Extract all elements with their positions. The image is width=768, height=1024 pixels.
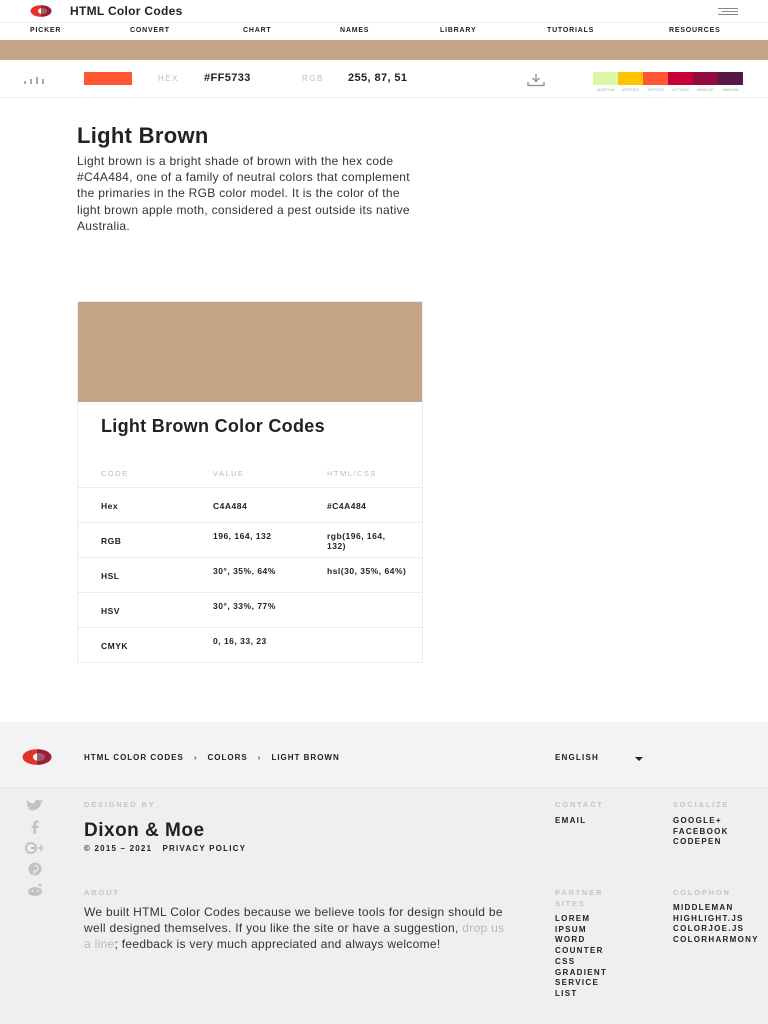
color-codes-card: [77, 301, 423, 663]
google-plus-icon[interactable]: [24, 841, 46, 855]
socialize-links: [673, 816, 729, 848]
partner-link[interactable]: IPSUM: [555, 924, 587, 934]
facebook-icon[interactable]: [24, 820, 46, 834]
pinterest-icon[interactable]: [24, 862, 46, 876]
value-cell[interactable]: C4A484: [213, 501, 248, 511]
twitter-icon[interactable]: [24, 799, 46, 813]
rgb-value[interactable]: 255, 87, 51: [348, 72, 408, 84]
footer-logo-icon[interactable]: [22, 749, 52, 765]
copyright: [84, 844, 246, 853]
code-cell: CMYK: [101, 641, 129, 651]
colophon-link[interactable]: HIGHLIGHT.JS: [673, 913, 744, 923]
contact-link[interactable]: drop us a line: [84, 921, 505, 952]
table-row: [78, 557, 422, 592]
value-cell[interactable]: 30°, 35%, 64%: [213, 566, 276, 576]
main-nav: [0, 22, 768, 39]
designed-by-label: DESIGNED BY: [84, 800, 156, 809]
table-row: [78, 487, 422, 522]
logo-icon[interactable]: [30, 5, 52, 17]
download-icon[interactable]: [526, 73, 546, 87]
menu-icon[interactable]: [718, 8, 738, 16]
color-swatch-large: [78, 302, 422, 402]
partner-link[interactable]: WORD: [555, 935, 586, 945]
codepen-link[interactable]: CODEPEN: [673, 837, 722, 847]
footer-breadcrumb-bar: [0, 722, 768, 788]
breadcrumb-colors[interactable]: COLORS: [207, 753, 248, 762]
value-cell[interactable]: 196, 164, 132: [213, 531, 272, 541]
code-cell: HSL: [101, 571, 120, 581]
current-color-swatch[interactable]: [84, 72, 132, 85]
partner-link[interactable]: SERVICE: [555, 978, 600, 988]
language-selector[interactable]: ENGLISH: [555, 753, 599, 762]
partner-link[interactable]: LOREM: [555, 914, 591, 923]
colophon-links: [673, 903, 768, 946]
palette-chip[interactable]: [643, 72, 668, 85]
reddit-icon[interactable]: [24, 883, 46, 897]
palette-chip[interactable]: [718, 72, 743, 85]
column-header-code: CODE: [101, 469, 129, 478]
nav-tutorials[interactable]: TUTORIALS: [547, 27, 595, 34]
partner-sites-label: [555, 888, 603, 909]
palette-chip[interactable]: [593, 72, 618, 85]
nav-resources[interactable]: RESOURCES: [669, 27, 721, 34]
facebook-link[interactable]: FACEBOOK: [673, 826, 729, 836]
designer-name[interactable]: Dixon & Moe: [84, 820, 205, 841]
code-cell: RGB: [101, 536, 122, 546]
breadcrumb-separator: ›: [193, 753, 198, 762]
hex-label: HEX: [158, 74, 179, 83]
palette-labels: [593, 87, 743, 92]
breadcrumb-home[interactable]: HTML COLOR CODES: [84, 753, 184, 762]
palette-chip-label: #DAF7A6: [596, 87, 615, 92]
google-plus-link[interactable]: GOOGLE+: [673, 816, 722, 825]
about-text: [84, 904, 514, 953]
palette-chip-label: #FF5733: [647, 87, 664, 92]
nav-chart[interactable]: CHART: [243, 27, 272, 34]
column-header-value: VALUE: [213, 469, 245, 478]
chevron-down-icon[interactable]: [635, 757, 643, 761]
column-header-css: HTML/CSS: [327, 469, 377, 478]
value-cell[interactable]: 30°, 33%, 77%: [213, 601, 276, 611]
brand-name[interactable]: HTML Color Codes: [70, 4, 183, 18]
css-cell[interactable]: rgb(196, 164, 132): [327, 531, 386, 551]
table-row: [78, 627, 422, 662]
color-palette: [593, 72, 743, 85]
partner-links: [555, 914, 607, 1000]
colophon-label: COLOPHON: [673, 888, 731, 897]
palette-chip-label: #C70039: [672, 87, 689, 92]
privacy-policy-link[interactable]: PRIVACY POLICY: [162, 844, 247, 853]
value-cell[interactable]: 0, 16, 33, 23: [213, 636, 267, 646]
rgb-label: RGB: [302, 74, 324, 83]
about-text-part: ; feedback is very much appreciated and always welcome!: [114, 937, 441, 952]
palette-chip[interactable]: [693, 72, 718, 85]
colophon-link[interactable]: COLORHARMONY: [673, 935, 759, 945]
palette-chip-label: #FFC300: [622, 87, 639, 92]
partner-link[interactable]: CSS: [555, 956, 576, 966]
css-cell[interactable]: hsl(30, 35%, 64%): [327, 566, 407, 576]
css-cell[interactable]: #C4A484: [327, 501, 367, 511]
palette-chip-label: #581845: [722, 87, 739, 92]
palette-chip-label: #900C3F: [697, 87, 714, 92]
partner-label-line: SITES: [555, 898, 586, 908]
partner-label-line: PARTNER: [555, 888, 604, 897]
colophon-link[interactable]: COLORJOE.JS: [673, 924, 745, 934]
code-cell: HSV: [101, 606, 120, 616]
contact-links: [555, 816, 586, 827]
copyright-text: © 2015 – 2021: [84, 844, 153, 853]
table-row: [78, 522, 422, 557]
partner-link[interactable]: LIST: [555, 988, 578, 998]
colophon-link[interactable]: MIDDLEMAN: [673, 903, 734, 912]
card-title: Light Brown Color Codes: [101, 416, 325, 436]
table-row: [78, 592, 422, 627]
footer: [0, 722, 768, 1024]
page-title: Light Brown: [77, 123, 209, 148]
palette-chip[interactable]: [618, 72, 643, 85]
partner-link[interactable]: GRADIENT: [555, 967, 608, 977]
contact-label: CONTACT: [555, 800, 604, 809]
nav-convert[interactable]: CONVERT: [130, 27, 170, 34]
socialize-label: SOCIALIZE: [673, 800, 730, 809]
palette-chip[interactable]: [668, 72, 693, 85]
breadcrumb: [84, 753, 340, 762]
hex-value[interactable]: #FF5733: [204, 72, 251, 84]
about-text-part: We built HTML Color Codes because we believe tools for design should be well designed themselves. If you like the site or have a suggestion,: [84, 905, 503, 936]
about-label: ABOUT: [84, 888, 120, 897]
color-band: [0, 40, 768, 60]
code-cell: Hex: [101, 501, 119, 511]
email-link[interactable]: EMAIL: [555, 816, 587, 825]
partner-link[interactable]: COUNTER: [555, 946, 604, 956]
top-bar: [0, 0, 768, 22]
color-description: Light brown is a bright shade of brown with the hex code #C4A484, one of a family of neutral colors that complement the primaries in the RGB color model. It is the color of the light brown apple moth, considered a pest outside its native Australia.: [77, 154, 410, 233]
nav-picker[interactable]: PICKER: [30, 27, 62, 34]
breadcrumb-current: LIGHT BROWN: [271, 753, 340, 762]
bars-icon[interactable]: [24, 76, 46, 84]
breadcrumb-separator: ›: [257, 753, 262, 762]
color-picker-bar: [0, 60, 768, 98]
nav-names[interactable]: NAMES: [340, 27, 370, 34]
nav-library[interactable]: LIBRARY: [440, 27, 477, 34]
